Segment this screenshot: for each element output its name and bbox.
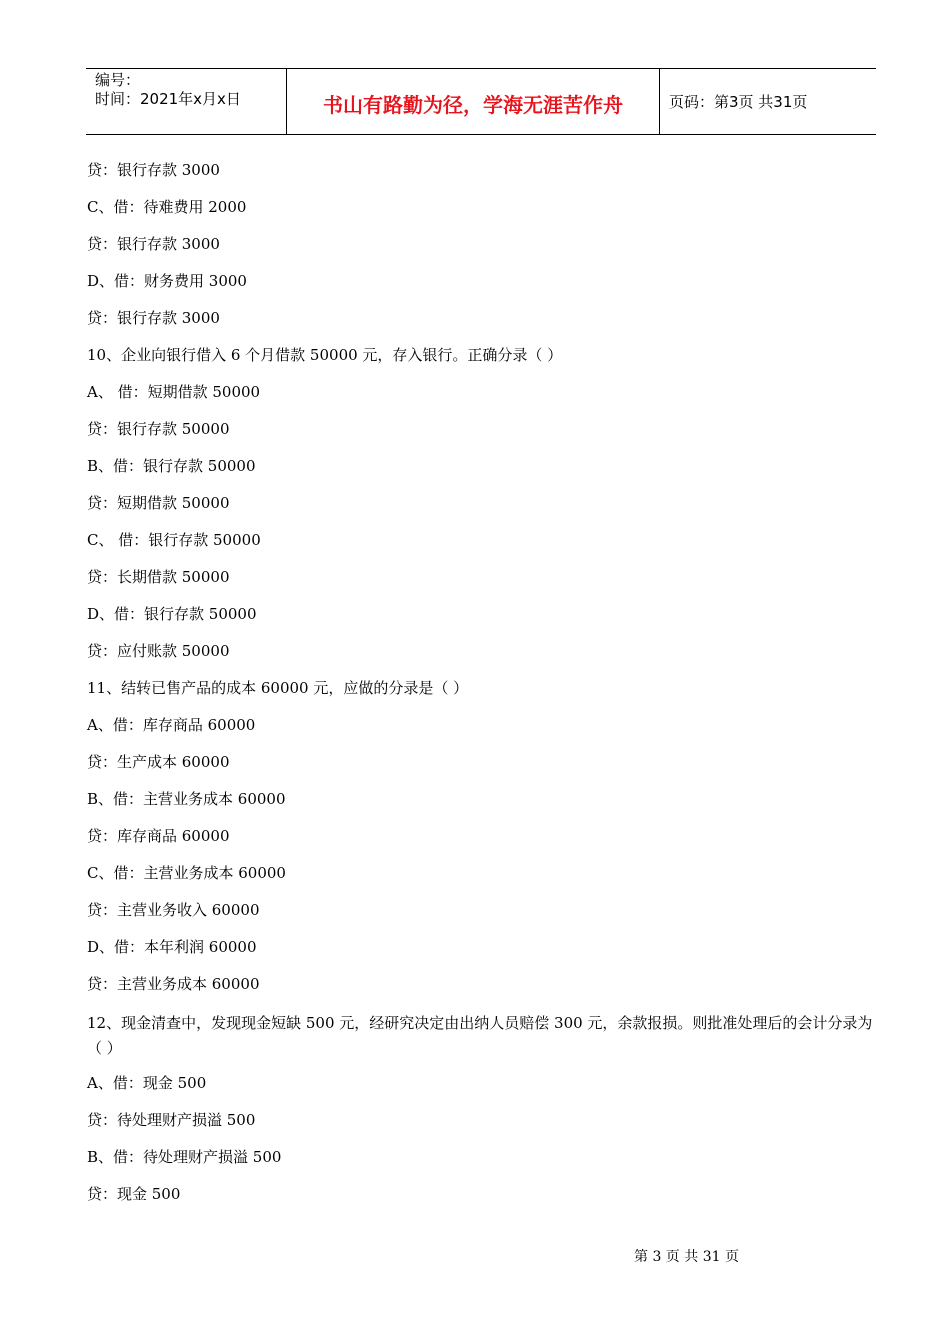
header-motto: 书山有路勤为径，学海无涯苦作舟 [287, 69, 660, 134]
text-line: 贷：主营业务成本 60000 [87, 975, 260, 993]
text-line: 贷：主营业务收入 60000 [87, 901, 260, 919]
text-line: 贷：现金 500 [87, 1185, 181, 1203]
text-line: 贷：长期借款 50000 [87, 568, 230, 586]
text-line: A、借：库存商品 60000 [87, 716, 256, 734]
text-line: 贷：短期借款 50000 [87, 494, 230, 512]
text-line: 贷：银行存款 3000 [87, 309, 220, 327]
header-meta [86, 69, 287, 134]
text-line: B、借：银行存款 50000 [87, 457, 256, 475]
header-page-label: 页码：第3页 共31页 [669, 93, 808, 111]
text-line: C、 借：银行存款 50000 [87, 531, 261, 549]
text-line: 贷：生产成本 60000 [87, 753, 230, 771]
text-line: B、借：待处理财产损溢 500 [87, 1148, 282, 1166]
number-label: 编号： [95, 71, 141, 89]
page-header [86, 68, 876, 135]
question-10: 10、企业向银行借入 6 个月借款 50000 元，存入银行。正确分录（ ） [87, 346, 563, 364]
text-line: A、 借：短期借款 50000 [87, 383, 261, 401]
text-line: D、借：银行存款 50000 [87, 605, 257, 623]
text-line: A、借：现金 500 [87, 1074, 207, 1092]
text-line: 贷：待处理财产损溢 500 [87, 1111, 256, 1129]
text-line: D、借：本年利润 60000 [87, 938, 257, 956]
text-line: 贷：银行存款 3000 [87, 235, 220, 253]
page-footer: 第 3 页 共 31 页 [634, 1249, 739, 1265]
time-label: 时间：2021年x月x日 [95, 90, 241, 108]
question-12: 12、现金清查中，发现现金短缺 500 元，经研究决定由出纳人员赔偿 300 元，余款报损。则批准处理后的会计分录为（ ） [87, 1014, 873, 1057]
text-line: 贷：银行存款 3000 [87, 161, 220, 179]
text-line: D、借：财务费用 3000 [87, 272, 247, 290]
document-body [87, 160, 877, 1221]
text-line: 贷：应付账款 50000 [87, 642, 230, 660]
question-11: 11、结转已售产品的成本 60000 元，应做的分录是（ ） [87, 679, 469, 697]
text-line: C、借：主营业务成本 60000 [87, 864, 286, 882]
text-line: C、借：待难费用 2000 [87, 198, 247, 216]
text-line: 贷：银行存款 50000 [87, 420, 230, 438]
text-line: B、借：主营业务成本 60000 [87, 790, 286, 808]
text-line: 贷：库存商品 60000 [87, 827, 230, 845]
